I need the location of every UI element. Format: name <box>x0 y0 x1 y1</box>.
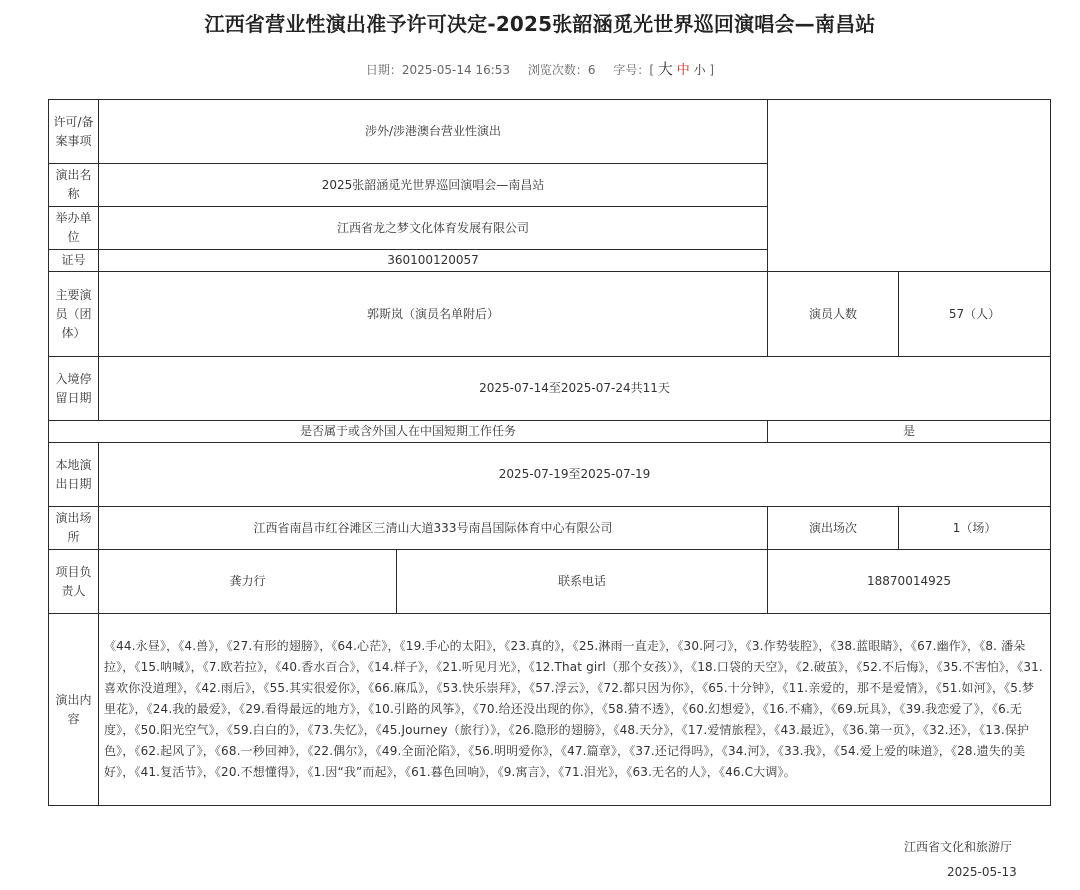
license-type-label: 许可/备案事项 <box>49 100 99 164</box>
table-row <box>49 421 1051 443</box>
performer-count-value: 57（人） <box>899 272 1051 357</box>
font-size-medium-button[interactable]: 中 <box>676 63 690 78</box>
page-title: 江西省营业性演出准予许可决定-2025张韶涵觅光世界巡回演唱会—南昌站 <box>204 12 876 36</box>
cert-no-value: 360100120057 <box>99 250 768 272</box>
venue-value: 江西省南昌市红谷滩区三清山大道333号南昌国际体育中心有限公司 <box>99 507 768 550</box>
views-value: 6 <box>587 63 596 77</box>
table-row <box>49 272 1051 357</box>
license-info-table <box>48 99 1051 806</box>
table-row <box>49 550 1051 614</box>
organizer-value: 江西省龙之梦文化体育发展有限公司 <box>99 207 768 250</box>
performer-count-label: 演员人数 <box>768 272 899 357</box>
table-row <box>49 614 1051 806</box>
content-label: 演出内容 <box>49 614 99 806</box>
phone-value: 18870014925 <box>768 550 1051 614</box>
issue-date: 2025-05-13 <box>947 865 1017 879</box>
content-value: 《44.永昼》，《4.兽》，《27.有形的翅膀》，《64.心茫》，《19.手心的太阳》，《23.真的》，《25.淋雨一直走》，《30.阿刁》，《3.作势装腔》，《38.蓝眼睛》，《67.幽作》，《8. 潘朵拉》，《15.呐喊》，《7.欧若拉》，《40.香水百合》，《14.样子》，《21.听见月光》，《12.That girl（那个女孩）》，《18.口袋的天空》，《2.破茧》，《52.不后悔》，《35.不害怕》，《31.喜欢你没道理》，《42.雨后》，《55.其实很爱你》，《66.麻瓜》，《53.快乐崇拜》，《57.浮云》，《72.都只因为你》，《65.十分钟》，《11.亲爱的，那不是爱情》，《51.如河》，《5.梦里花》，《24.我的最爱》，《29.看得最远的地方》，《10.引路的风筝》，《70.给还没出现的你》，《58.猜不透》，《60.幻想爱》，《16.不痛》，《69.玩具》，《39.我恋爱了》，《6.无度》，《50.阳光空气》，《59.白白的》，《73.失忆》，《45.Journey（旅行）》，《26.隐形的翅膀》，《48.天分》，《17.爱情旅程》，《43.最近》，《36.第一页》，《32.还》，《13.保护色》，《62.起风了》，《68.一秒回神》，《22.偶尔》，《49.全面沦陷》，《56.明明爱你》，《47.篇章》，《37.还记得吗》，《34.河》，《33.我》，《54.爱上爱的味道》，《28.遗失的美好》，《41.复活节》，《20.不想懂得》，《1.因“我”而起》，《61.暮色回响》，《9.寓言》，《71.泪光》，《63.无名的人》，《46.C大调》。 <box>99 614 1051 806</box>
venue-label: 演出场所 <box>49 507 99 550</box>
font-size-label: 字号： <box>613 63 650 77</box>
short-term-work-value: 是 <box>768 421 1051 443</box>
performers-label: 主要演员（团体） <box>49 272 99 357</box>
date-value: 2025-05-14 16:53 <box>401 63 511 77</box>
short-term-work-label: 是否属于或含外国人在中国短期工作任务 <box>49 421 768 443</box>
bracket-open: [ <box>649 63 655 77</box>
session-count-label: 演出场次 <box>768 507 899 550</box>
local-dates-label: 本地演出日期 <box>49 443 99 507</box>
date-label: 日期： <box>365 63 402 77</box>
table-row <box>49 357 1051 421</box>
font-size-large-button[interactable]: 大 <box>657 60 673 78</box>
issuing-organization: 江西省文化和旅游厅 <box>904 840 1013 854</box>
license-type-value: 涉外/涉港澳台营业性演出 <box>99 100 768 164</box>
local-dates-value: 2025-07-19至2025-07-19 <box>99 443 1051 507</box>
table-row <box>49 100 1051 164</box>
bracket-close: ] <box>709 63 715 77</box>
show-name-value: 2025张韶涵觅光世界巡回演唱会—南昌站 <box>99 164 768 207</box>
organizer-label: 举办单位 <box>49 207 99 250</box>
article-meta <box>0 58 1080 79</box>
manager-label: 项目负责人 <box>49 550 99 614</box>
table-row <box>49 443 1051 507</box>
entry-dates-label: 入境停留日期 <box>49 357 99 421</box>
session-count-value: 1（场） <box>899 507 1051 550</box>
table-row <box>49 507 1051 550</box>
performers-value: 郭斯岚（演员名单附后） <box>99 272 768 357</box>
manager-value: 龚力行 <box>99 550 397 614</box>
show-name-label: 演出名称 <box>49 164 99 207</box>
cert-no-label: 证号 <box>49 250 99 272</box>
blank-cell <box>768 100 1051 272</box>
font-size-small-button[interactable]: 小 <box>693 63 706 77</box>
phone-label: 联系电话 <box>397 550 768 614</box>
entry-dates-value: 2025-07-14至2025-07-24共11天 <box>99 357 1051 421</box>
views-label: 浏览次数： <box>527 63 588 77</box>
